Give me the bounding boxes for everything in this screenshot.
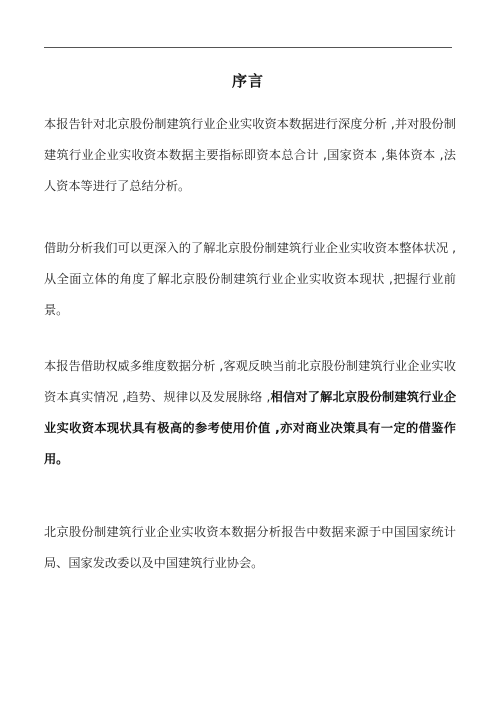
paragraph-value [44,351,456,475]
paragraph-intro: 本报告针对北京股份制建筑行业企业实收资本数据进行深度分析 ,并对股份制建筑行业企业实收资本数据主要指标即资本总合计 ,国家资本 ,集体资本 ,法人资本等进行了总结分析。 [44,117,456,193]
paragraph-value-highlight: 相信对了解北京股份制建筑行业企业实收资本现状具有极高的参考使用价值 ,亦对商业决策具有一定的借鉴作用。 [44,390,457,466]
paragraph-analysis: 借助分析我们可以更深入的了解北京股份制建筑行业企业实收资本整体状况 ,从全面立体的角度了解北京股份制建筑行业企业实收资本现状 ,把握行业前景。 [44,241,456,317]
paragraph-value-plain: 本报告借助权威多维度数据分析 ,客观反映当前北京股份制建筑行业企业实收资本真实情况 ,趋势、规律以及发展脉络 , [44,359,456,404]
paragraph-source: 北京股份制建筑行业企业实收资本数据分析报告中数据来源于中国国家统计局、国家发改委以及中国建筑行业协会。 [44,525,456,570]
header-rule [44,47,452,48]
page-title: 序言 [231,72,264,90]
